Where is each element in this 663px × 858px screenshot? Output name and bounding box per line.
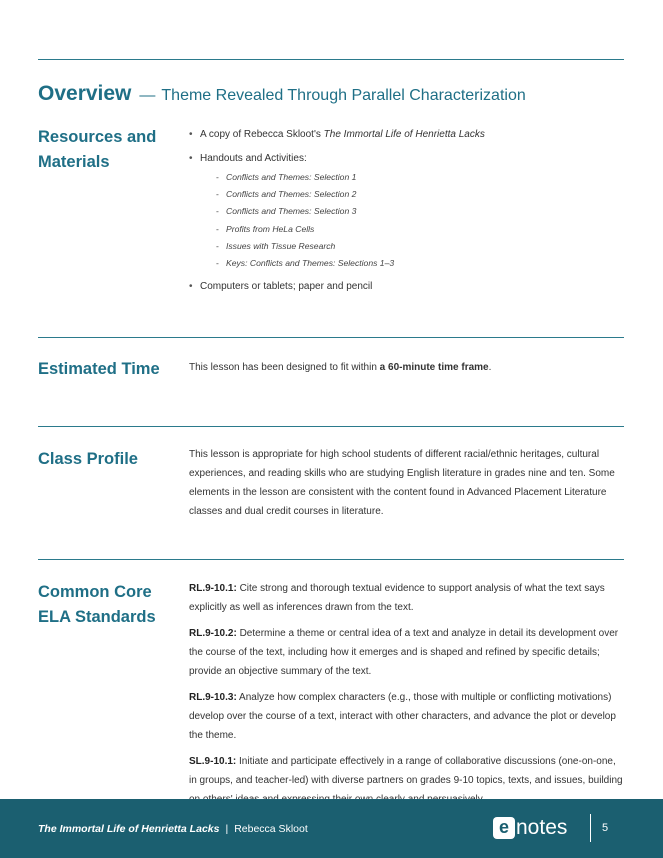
top-divider	[38, 59, 624, 60]
estimated-time-heading: Estimated Time	[38, 360, 160, 378]
page-number: 5	[602, 822, 609, 834]
divider-resources	[38, 337, 624, 338]
handout-item: - Profits from HeLa Cells	[216, 221, 625, 238]
resources-content	[189, 125, 625, 296]
enotes-logo-e: e	[493, 817, 515, 839]
resource-item-handouts	[189, 149, 625, 272]
standard-text: Cite strong and thorough textual evidence to support analysis of what the text says explicitly as well as inferences drawn from the text.	[189, 583, 605, 613]
handout-item: - Conflicts and Themes: Selection 3	[216, 203, 625, 220]
resources-heading: Resources and Materials	[38, 128, 157, 171]
footer-vertical-divider	[590, 814, 591, 842]
divider-profile	[38, 559, 624, 560]
footer-book-info	[38, 823, 308, 835]
estimated-time-bold: a 60-minute time frame	[379, 362, 489, 373]
standards-heading: Common Core ELA Standards	[38, 583, 156, 626]
handout-item: - Keys: Conflicts and Themes: Selections 1–3	[216, 255, 625, 272]
enotes-logo-text: notes	[516, 816, 568, 839]
standard-code: RL.9-10.1:	[189, 583, 237, 594]
divider-time	[38, 426, 624, 427]
footer-separator: |	[225, 823, 229, 835]
standard-item	[189, 688, 625, 745]
standard-text: Initiate and participate effectively in a range of collaborative discussions (one-on-one, in groups, and teacher-led) with diverse partners on grades 9-10 topics, texts, and issues, building	[189, 756, 623, 786]
page-footer	[0, 799, 663, 858]
handout-item: - Conflicts and Themes: Selection 1	[216, 169, 625, 186]
estimated-time-prefix: This lesson has been designed to fit within	[189, 362, 380, 373]
handouts-list	[216, 169, 625, 272]
resource-item-computers: • Computers or tablets; paper and pencil	[189, 277, 625, 296]
standard-item	[189, 579, 625, 617]
resource-handouts-label: Handouts and Activities:	[200, 153, 307, 164]
class-profile-text: This lesson is appropriate for high school students of different racial/ethnic heritages, cultural experiences, and reading skills who are studying English literature in grades nine and ten. Some elements in the lesson are consistent with the content found in Advanced Placement Literature classes and dual credit courses in literature.	[189, 449, 615, 517]
standard-text: Analyze how complex characters (e.g., those with multiple or conflicting motivations) develop over the course of a text, interact with other characters, and advance the plot or develop the theme.	[189, 692, 616, 741]
resource-item-book	[189, 125, 625, 144]
footer-book-title: The Immortal Life of Henrietta Lacks	[38, 823, 220, 835]
estimated-time-suffix: .	[488, 362, 492, 373]
title-dash: —	[139, 87, 156, 104]
enotes-logo	[493, 816, 567, 840]
handout-item: - Issues with Tissue Research	[216, 238, 625, 255]
footer-author: Rebecca Skloot	[234, 823, 308, 835]
standard-code: RL.9-10.3:	[189, 692, 237, 703]
standard-code: SL.9-10.1:	[189, 756, 237, 767]
standards-content	[189, 579, 625, 816]
handout-item: - Conflicts and Themes: Selection 2	[216, 186, 625, 203]
resource-book-title: The Immortal Life of Henrietta Lacks	[323, 129, 485, 140]
standard-code: RL.9-10.2:	[189, 628, 237, 639]
title-main: Overview	[38, 82, 132, 105]
title-subtitle: Theme Revealed Through Parallel Characterization	[161, 87, 526, 104]
resource-book-prefix: A copy of Rebecca Skloot's	[200, 129, 324, 140]
page-title	[38, 82, 526, 106]
standard-item	[189, 624, 625, 681]
resources-list	[189, 125, 625, 296]
class-profile-heading: Class Profile	[38, 450, 138, 468]
standard-text: Determine a theme or central idea of a text and analyze in detail its development over the course of the text, including how it emerges and is shaped and refined by specific details; provide an objective summary of the text.	[189, 628, 619, 677]
estimated-time-text	[189, 358, 625, 377]
